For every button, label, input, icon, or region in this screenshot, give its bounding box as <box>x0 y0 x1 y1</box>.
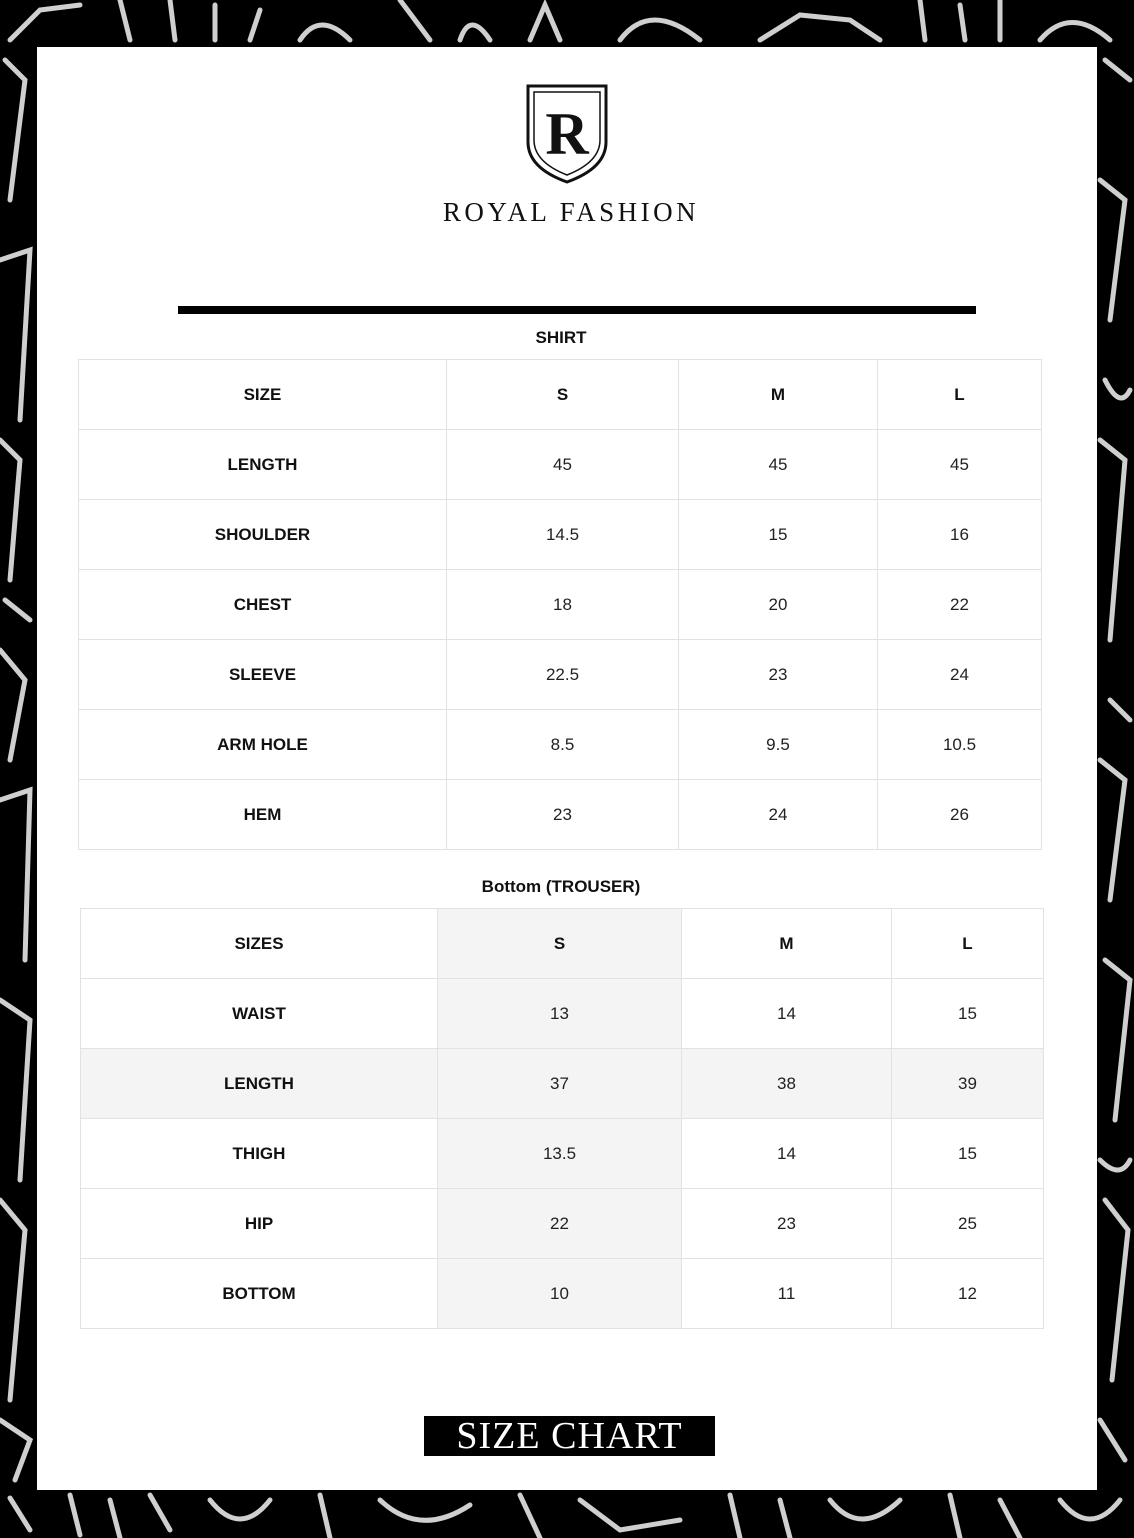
table-cell: 37 <box>438 1049 682 1119</box>
table-cell: 45 <box>679 430 878 500</box>
table-row <box>79 710 1042 780</box>
row-label: BOTTOM <box>81 1259 438 1329</box>
table-cell: 39 <box>892 1049 1044 1119</box>
trouser-header-row <box>81 909 1044 979</box>
header-cell: M <box>682 909 892 979</box>
table-cell: 10 <box>438 1259 682 1329</box>
table-row <box>79 640 1042 710</box>
header-cell: SIZES <box>81 909 438 979</box>
table-cell: 16 <box>878 500 1042 570</box>
trouser-section-title: Bottom (TROUSER) <box>481 877 641 896</box>
table-row <box>81 1189 1044 1259</box>
table-cell: 25 <box>892 1189 1044 1259</box>
row-label: HIP <box>81 1189 438 1259</box>
table-cell: 18 <box>447 570 679 640</box>
header-cell: M <box>679 360 878 430</box>
table-cell: 15 <box>679 500 878 570</box>
table-cell: 23 <box>447 780 679 850</box>
table-cell: 13 <box>438 979 682 1049</box>
logo-letter: R <box>545 101 589 167</box>
table-cell: 15 <box>892 1119 1044 1189</box>
row-label: SLEEVE <box>79 640 447 710</box>
trouser-size-table <box>80 908 1044 1329</box>
table-cell: 45 <box>878 430 1042 500</box>
table-cell: 24 <box>878 640 1042 710</box>
table-cell: 24 <box>679 780 878 850</box>
table-row <box>81 979 1044 1049</box>
table-cell: 13.5 <box>438 1119 682 1189</box>
table-cell: 10.5 <box>878 710 1042 780</box>
table-cell: 14 <box>682 979 892 1049</box>
table-row <box>79 430 1042 500</box>
table-cell: 12 <box>892 1259 1044 1329</box>
table-cell: 20 <box>679 570 878 640</box>
table-cell: 22 <box>438 1189 682 1259</box>
row-label: SHOULDER <box>79 500 447 570</box>
shirt-header-row <box>79 360 1042 430</box>
table-cell: 38 <box>682 1049 892 1119</box>
header-cell: SIZE <box>79 360 447 430</box>
table-cell: 22 <box>878 570 1042 640</box>
row-label: THIGH <box>81 1119 438 1189</box>
size-chart-sheet <box>37 47 1097 1490</box>
table-cell: 14 <box>682 1119 892 1189</box>
row-label: HEM <box>79 780 447 850</box>
brand-name: ROYAL FASHION <box>442 197 700 227</box>
row-label: CHEST <box>79 570 447 640</box>
row-label: LENGTH <box>79 430 447 500</box>
shirt-size-table <box>78 359 1042 850</box>
row-label: LENGTH <box>81 1049 438 1119</box>
table-row <box>79 780 1042 850</box>
table-cell: 14.5 <box>447 500 679 570</box>
size-chart-banner: SIZE CHART <box>424 1416 715 1456</box>
header-cell: L <box>892 909 1044 979</box>
shirt-section-title: SHIRT <box>535 328 587 347</box>
row-label: ARM HOLE <box>79 710 447 780</box>
divider-rule <box>178 306 976 314</box>
table-cell: 26 <box>878 780 1042 850</box>
table-row <box>79 500 1042 570</box>
table-cell: 23 <box>679 640 878 710</box>
header-cell: S <box>438 909 682 979</box>
header-cell: L <box>878 360 1042 430</box>
table-cell: 45 <box>447 430 679 500</box>
table-cell: 8.5 <box>447 710 679 780</box>
table-row <box>81 1119 1044 1189</box>
header-cell: S <box>447 360 679 430</box>
table-row <box>79 570 1042 640</box>
table-cell: 22.5 <box>447 640 679 710</box>
table-row <box>81 1259 1044 1329</box>
table-cell: 15 <box>892 979 1044 1049</box>
table-row <box>81 1049 1044 1119</box>
royal-fashion-shield-logo <box>524 84 610 184</box>
table-cell: 11 <box>682 1259 892 1329</box>
row-label: WAIST <box>81 979 438 1049</box>
table-cell: 23 <box>682 1189 892 1259</box>
table-cell: 9.5 <box>679 710 878 780</box>
